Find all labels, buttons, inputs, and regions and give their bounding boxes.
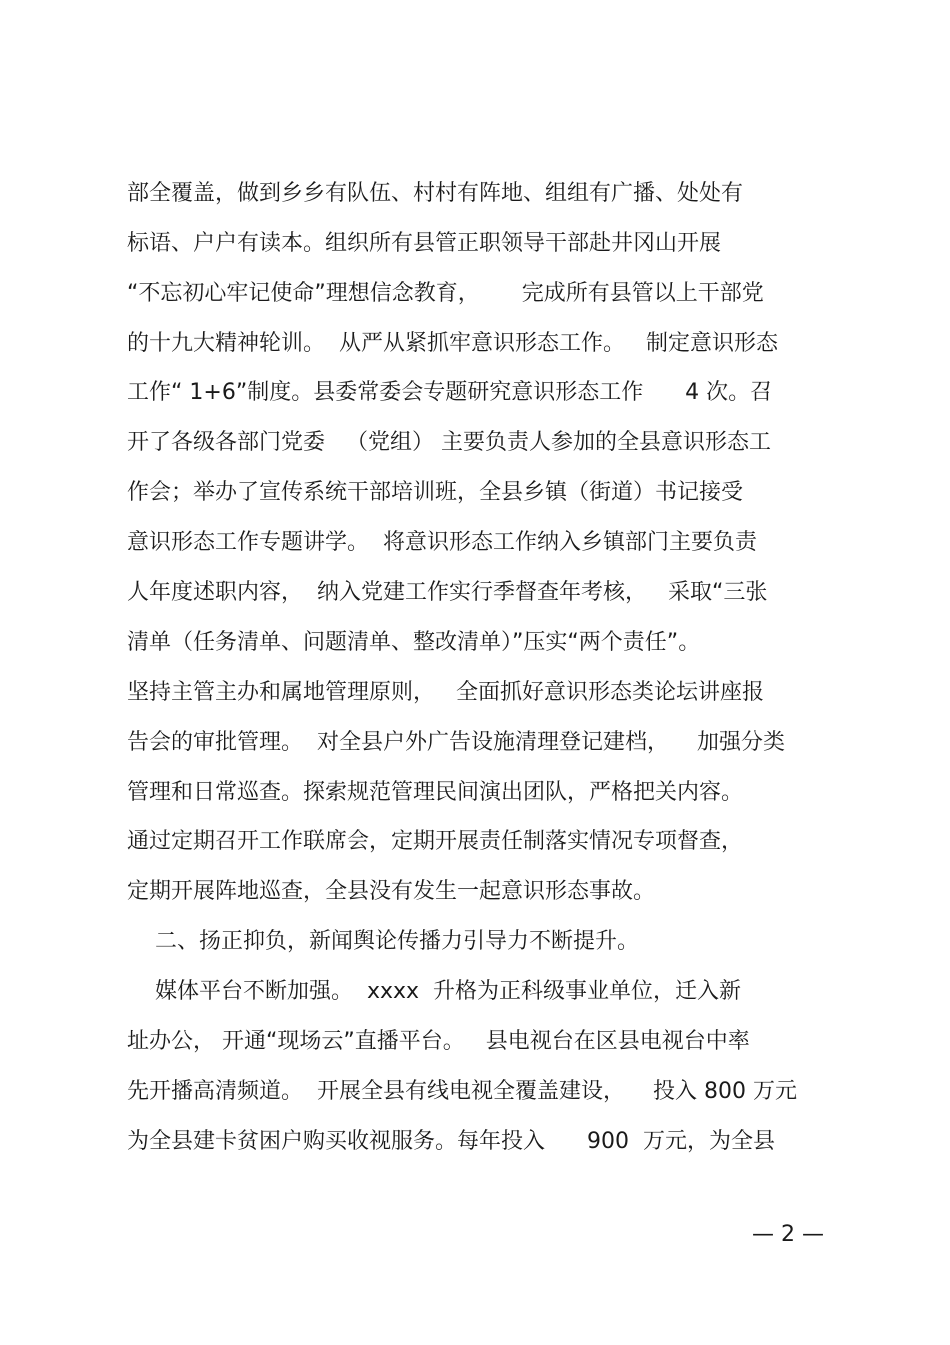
text-line-2: 标语、户户有读本。组织所有县管正职领导干部赴井冈山开展 — [127, 231, 722, 256]
text-line-10: 清单（任务清单、问题清单、整改清单）”压实“两个责任”。 — [127, 630, 701, 655]
text-line-1: 部全覆盖，做到乡乡有队伍、村村有阵地、组组有广播、处处有 — [127, 181, 744, 206]
text-line-17: 媒体平台不断加强。 xxxx 升格为正科级事业单位，迁入新 — [127, 979, 742, 1004]
text-line-20: 为全县建卡贫困户购买收视服务。每年投入 900 万元，为全县 — [127, 1129, 775, 1154]
page-number: — 2 — — [752, 1222, 824, 1247]
text-line-19: 先开播高清频道。 开展全县有线电视全覆盖建设， 投入 800 万元 — [127, 1079, 797, 1104]
text-line-9: 人年度述职内容， 纳入党建工作实行季督查年考核， 采取“三张 — [127, 580, 768, 605]
text-line-7: 作会；举办了宣传系统干部培训班，全县乡镇（街道）书记接受 — [127, 480, 744, 505]
text-line-5: 工作“ 1+6”制度。县委常委会专题研究意识形态工作 4 次。召 — [127, 380, 773, 405]
text-line-14: 通过定期召开工作联席会，定期开展责任制落实情况专项督查， — [127, 829, 744, 854]
text-line-11: 坚持主管主办和属地管理原则， 全面抓好意识形态类论坛讲座报 — [127, 680, 764, 705]
text-line-3: “不忘初心牢记使命”理想信念教育， 完成所有县管以上干部党 — [127, 281, 764, 306]
section-heading: 二、扬正抑负，新闻舆论传播力引导力不断提升。 — [127, 929, 639, 954]
text-line-18: 址办公， 开通“现场云”直播平台。 县电视台在区县电视台中率 — [127, 1029, 750, 1054]
text-line-12: 告会的审批管理。 对全县户外广告设施清理登记建档， 加强分类 — [127, 730, 785, 755]
text-line-4: 的十九大精神轮训。 从严从紧抓牢意识形态工作。 制定意识形态 — [127, 331, 778, 356]
text-line-6: 开了各级各部门党委 （党组） 主要负责人参加的全县意识形态工 — [127, 430, 771, 455]
text-line-8: 意识形态工作专题讲学。 将意识形态工作纳入乡镇部门主要负责 — [127, 530, 757, 555]
text-line-13: 管理和日常巡查。探索规范管理民间演出团队，严格把关内容。 — [127, 780, 744, 805]
text-line-15: 定期开展阵地巡查，全县没有发生一起意识形态事故。 — [127, 879, 656, 904]
